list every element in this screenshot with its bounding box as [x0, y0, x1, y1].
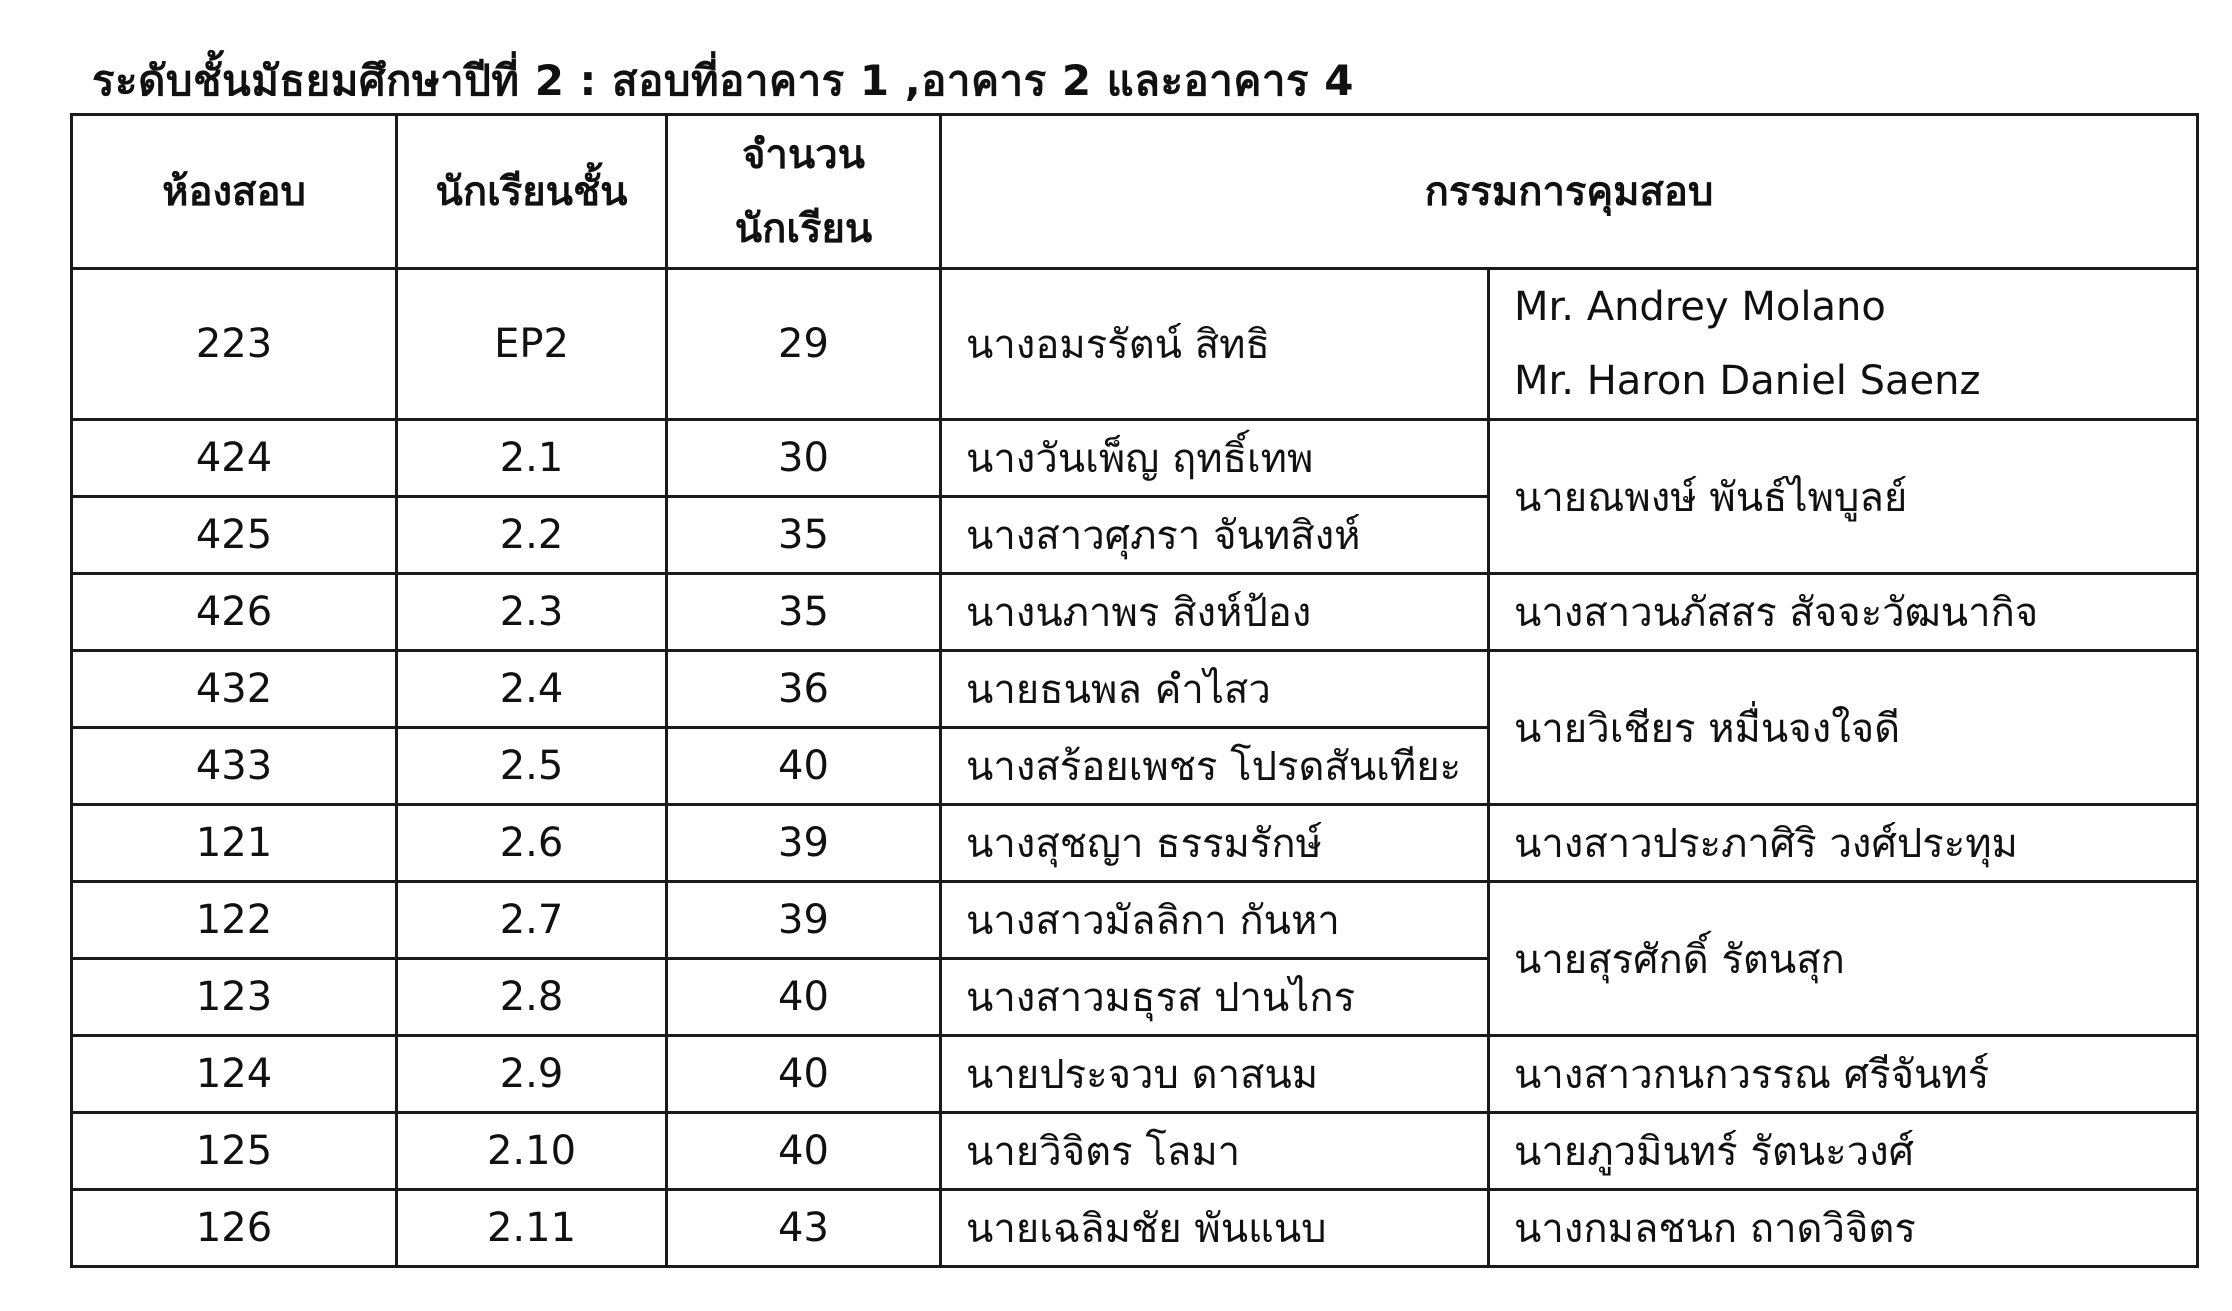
class-cell: 2.9 [397, 1036, 667, 1113]
table-row [72, 1190, 2198, 1267]
room-cell: 125 [72, 1113, 397, 1190]
class-cell: 2.4 [397, 651, 667, 728]
proctor2-cell: นายณพงษ์ พันธ์ไพบูลย์ [1489, 420, 2198, 574]
count-cell: 35 [667, 497, 941, 574]
table-row [72, 1036, 2198, 1113]
table-row [72, 269, 2198, 420]
table-row [72, 1113, 2198, 1190]
class-cell: 2.11 [397, 1190, 667, 1267]
proctor2-cell: นางกมลชนก ถาดวิจิตร [1489, 1190, 2198, 1267]
class-cell: 2.2 [397, 497, 667, 574]
header-class: นักเรียนชั้น [397, 115, 667, 269]
proctor2-cell: นายภูวมินทร์ รัตนะวงศ์ [1489, 1113, 2198, 1190]
proctor1-cell: นางวันเพ็ญ ฤทธิ์เทพ [941, 420, 1489, 497]
count-cell: 35 [667, 574, 941, 651]
room-cell: 123 [72, 959, 397, 1036]
count-cell: 39 [667, 805, 941, 882]
room-cell: 424 [72, 420, 397, 497]
count-cell: 40 [667, 1113, 941, 1190]
room-cell: 121 [72, 805, 397, 882]
proctor2-cell: นางสาวกนกวรรณ ศรีจันทร์ [1489, 1036, 2198, 1113]
table-row [72, 420, 2198, 497]
exam-schedule-table [70, 113, 2199, 1268]
table-header-row [72, 115, 2198, 269]
room-cell: 223 [72, 269, 397, 420]
class-cell: EP2 [397, 269, 667, 420]
count-cell: 40 [667, 1036, 941, 1113]
header-room: ห้องสอบ [72, 115, 397, 269]
header-count-line1: จำนวน [741, 131, 866, 178]
table-row [72, 882, 2198, 959]
count-cell: 30 [667, 420, 941, 497]
proctor2-cell: นางสาวประภาศิริ วงศ์ประทุม [1489, 805, 2198, 882]
header-count [667, 115, 941, 269]
header-count-line2: นักเรียน [734, 205, 873, 252]
proctor1-cell: นางสาวมธุรส ปานไกร [941, 959, 1489, 1036]
proctor1-cell: นางสาวมัลลิกา กันหา [941, 882, 1489, 959]
header-proctors: กรรมการคุมสอบ [941, 115, 2198, 269]
proctor1-cell: นายเฉลิมชัย พันแนบ [941, 1190, 1489, 1267]
page-title: ระดับชั้นมัธยมศึกษาปีที่ 2 : สอบที่อาคาร 1 ,อาคาร 2 และอาคาร 4 [92, 56, 1354, 105]
room-cell: 425 [72, 497, 397, 574]
class-cell: 2.7 [397, 882, 667, 959]
proctor2-cell: นายสุรศักดิ์ รัตนสุก [1489, 882, 2198, 1036]
class-cell: 2.6 [397, 805, 667, 882]
count-cell: 40 [667, 959, 941, 1036]
proctor1-cell: นายวิจิตร โลมา [941, 1113, 1489, 1190]
proctor1-cell: นายธนพล คำไสว [941, 651, 1489, 728]
room-cell: 432 [72, 651, 397, 728]
count-cell: 40 [667, 728, 941, 805]
proctor1-cell: นางสร้อยเพชร โปรดสันเทียะ [941, 728, 1489, 805]
room-cell: 126 [72, 1190, 397, 1267]
room-cell: 426 [72, 574, 397, 651]
class-cell: 2.8 [397, 959, 667, 1036]
proctor1-cell: นายประจวบ ดาสนม [941, 1036, 1489, 1113]
proctor2-cell: นายวิเชียร หมื่นจงใจดี [1489, 651, 2198, 805]
room-cell: 433 [72, 728, 397, 805]
table-row [72, 805, 2198, 882]
proctor2-line2: Mr. Haron Daniel Saenz [1514, 358, 1981, 404]
class-cell: 2.10 [397, 1113, 667, 1190]
room-cell: 122 [72, 882, 397, 959]
class-cell: 2.3 [397, 574, 667, 651]
count-cell: 43 [667, 1190, 941, 1267]
class-cell: 2.5 [397, 728, 667, 805]
table-row [72, 574, 2198, 651]
table-row [72, 651, 2198, 728]
proctor1-cell: นางสุชญา ธรรมรักษ์ [941, 805, 1489, 882]
proctor2-cell [1489, 269, 2198, 420]
proctor2-line1: Mr. Andrey Molano [1514, 284, 1886, 330]
proctor1-cell: นางนภาพร สิงห์ป้อง [941, 574, 1489, 651]
count-cell: 39 [667, 882, 941, 959]
room-cell: 124 [72, 1036, 397, 1113]
class-cell: 2.1 [397, 420, 667, 497]
count-cell: 29 [667, 269, 941, 420]
proctor1-cell: นางอมรรัตน์ สิทธิ [941, 269, 1489, 420]
proctor1-cell: นางสาวศุภรา จันทสิงห์ [941, 497, 1489, 574]
proctor2-cell: นางสาวนภัสสร สัจจะวัฒนากิจ [1489, 574, 2198, 651]
count-cell: 36 [667, 651, 941, 728]
